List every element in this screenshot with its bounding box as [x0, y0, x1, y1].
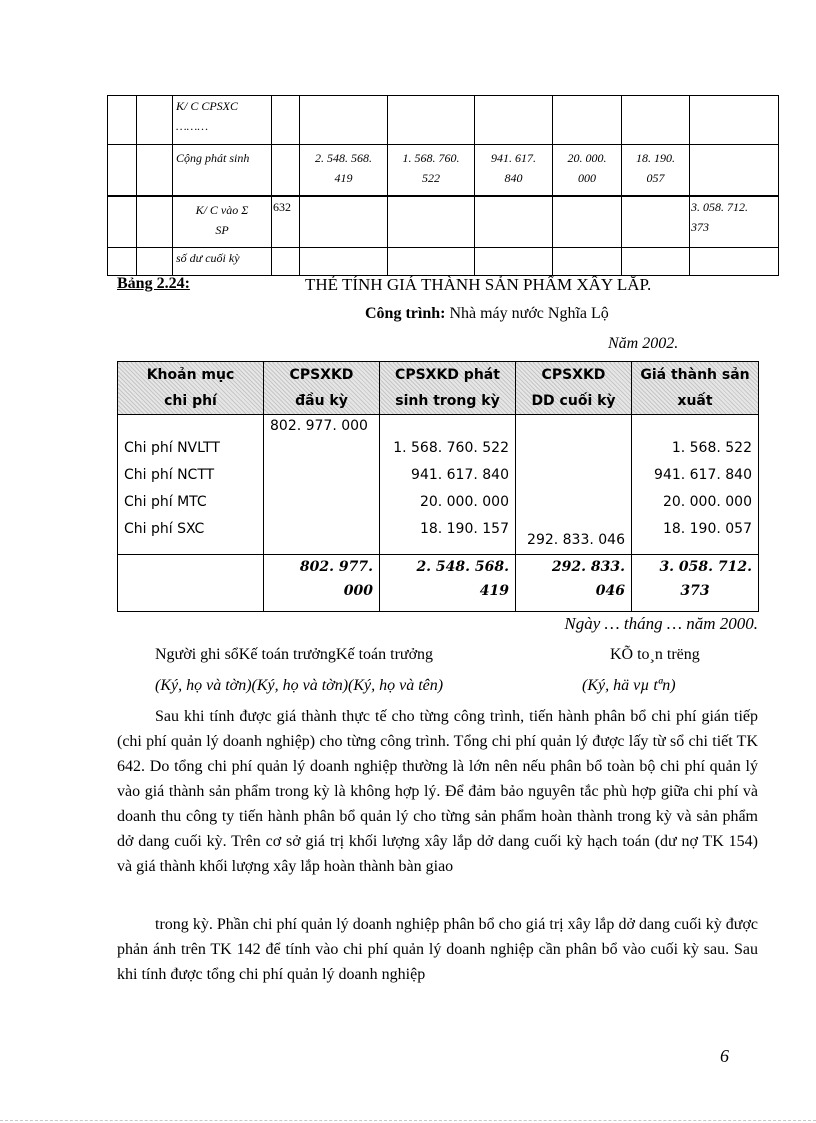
date-line: Ngày … tháng … năm 2000. — [564, 614, 758, 633]
ledger-cell — [475, 248, 553, 276]
ledger-cell — [690, 145, 779, 197]
total-closing-wip: 292. 833. 046 — [516, 555, 632, 612]
header-cost-item: Khoản mục chi phí — [118, 362, 264, 415]
signature-title-right: KÕ to¸n trëng — [610, 646, 700, 663]
ledger-value-part: 373 — [691, 220, 709, 234]
ledger-cell — [622, 96, 690, 145]
cost-item-name: Chi phí NVLTT — [124, 440, 220, 456]
ledger-cell — [272, 145, 300, 197]
ledger-cell — [553, 196, 622, 248]
ledger-value: 1. 568. 760. 522 — [388, 145, 475, 197]
paragraph-text: trong kỳ. Phần chi phí quản lý doanh nghiệp phân bổ cho giá trị xây lắp dở dang cuối kỳ được phản ánh trên TK 142 để tính vào chi phí quản lý doanh nghiệp cần phân bổ vào cuối kỳ sau. Sau khi tính được tổng chi phí quản lý doanh nghiệp — [117, 916, 758, 983]
paragraph — [117, 704, 758, 879]
incurred-value: 18. 190. 157 — [419, 521, 509, 537]
header-incurred: CPSXKD phát sinh trong kỳ — [380, 362, 516, 415]
header-closing-wip: CPSXKD DD cuối kỳ — [516, 362, 632, 415]
product-cost-value: 1. 568. 522 — [671, 440, 752, 456]
footer-divider — [0, 1120, 816, 1121]
ledger-value — [690, 196, 779, 248]
ledger-cell — [300, 248, 388, 276]
total-label-cell — [118, 555, 264, 612]
signature-note-right: (Ký, hä vµ tªn) — [582, 677, 676, 694]
cost-item-name: Chi phí MTC — [124, 494, 207, 510]
ledger-value: 941. 617. 840 — [475, 145, 553, 197]
ledger-cell — [388, 248, 475, 276]
page-number: 6 — [720, 1046, 729, 1066]
ledger-row-kc-cpsxc — [108, 96, 779, 145]
ledger-row-cong-phat-sinh — [108, 145, 779, 197]
cost-header-row — [118, 362, 759, 415]
table-label: Bảng 2.24: — [117, 275, 190, 292]
signature-notes: (Ký, họ và tờn)(Ký, họ và tờn)(Ký, họ và tên) — [155, 677, 444, 694]
closing-wip-cell — [516, 415, 632, 555]
cost-table — [117, 361, 759, 612]
opening-cell — [264, 415, 380, 555]
ledger-row-kc-vao-sp — [108, 196, 779, 248]
incurred-cell — [380, 415, 516, 555]
ledger-cell — [272, 96, 300, 145]
cost-total-row — [118, 555, 759, 612]
ledger-cell — [108, 96, 137, 145]
ledger-cell — [690, 96, 779, 145]
ledger-value: 2. 548. 568. 419 — [300, 145, 388, 197]
ledger-cell — [137, 96, 173, 145]
ledger-row-so-du-cuoi-ky — [108, 248, 779, 276]
ledger-cell — [108, 196, 137, 248]
ledger-label: số dư cuối kỳ — [173, 248, 272, 276]
ledger-cell — [137, 248, 173, 276]
ledger-value-part: 3. 058. 712. — [691, 200, 748, 214]
incurred-value: 941. 617. 840 — [411, 467, 509, 483]
ledger-label: Cộng phát sinh — [173, 145, 272, 197]
ledger-cell — [553, 248, 622, 276]
total-product-cost-part: 3. 058. 712. — [659, 559, 752, 575]
ledger-cell — [475, 196, 553, 248]
total-product-cost-part: 373 — [680, 583, 710, 599]
product-cost-value: 20. 000. 000 — [662, 494, 752, 510]
product-cost-value: 18. 190. 057 — [662, 521, 752, 537]
incurred-value: 1. 568. 760. 522 — [393, 440, 509, 456]
project-name: Nhà máy nước Nghĩa Lộ — [449, 305, 609, 322]
header-product-cost: Giá thành sản xuất — [632, 362, 759, 415]
closing-wip-value: 292. 833. 046 — [527, 532, 625, 548]
year-label: Năm 2002. — [608, 335, 679, 352]
cost-body-row — [118, 415, 759, 555]
ledger-cell — [272, 248, 300, 276]
cost-item-names — [118, 415, 264, 555]
ledger-cell — [137, 196, 173, 248]
paragraph — [117, 912, 758, 987]
paragraph-text: Sau khi tính được giá thành thực tế cho từng công trình, tiến hành phân bổ chi phí gián tiếp (chi phí quản lý doanh nghiệp) cho từng công trình. Tổng chi phí quản lý được lấy từ sổ chi tiết TK 642. Do tổng chi phí quản lý doanh nghiệp thường là lớn nên nếu phân bổ toàn bộ chi phí quản lý vào giá thành sản phẩm trong kỳ là không hợp lý. Để đảm bảo nguyên tắc phù hợp giữa chi phí và doanh thu công ty tiến hành phân bổ quản lý cho từng sản phẩm hoàn thành trong kỳ và sản phẩm dở dang cuối kỳ. Trên cơ sở giá trị khối lượng xây lắp dở dang cuối kỳ hạch toán (dư nợ TK 154) và giá thành khối lượng xây lắp hoàn thành bàn giao — [117, 708, 758, 875]
ledger-cell — [553, 96, 622, 145]
incurred-value: 20. 000. 000 — [419, 494, 509, 510]
project-line — [365, 305, 609, 323]
ledger-cell — [300, 196, 388, 248]
ledger-cell — [690, 248, 779, 276]
cost-item-name: Chi phí NCTT — [124, 467, 215, 483]
signature-titles: Người ghi sổKế toán trưởngKế toán trưởng — [155, 646, 434, 663]
project-label: Công trình: — [365, 305, 446, 322]
ledger-label: K/ C vào Σ SP — [173, 196, 272, 248]
ledger-account: 632 — [272, 196, 300, 248]
ledger-cell — [300, 96, 388, 145]
ledger-cell — [388, 96, 475, 145]
opening-value: 802. 977. 000 — [270, 418, 368, 434]
card-title: THẺ TÍNH GIÁ THÀNH SẢN PHẨM XÂY LẮP. — [305, 275, 652, 294]
ledger-value: 18. 190. 057 — [622, 145, 690, 197]
ledger-value: 20. 000. 000 — [553, 145, 622, 197]
total-incurred: 2. 548. 568. 419 — [380, 555, 516, 612]
ledger-table — [107, 95, 779, 276]
product-cost-value: 941. 617. 840 — [654, 467, 752, 483]
ledger-cell — [137, 145, 173, 197]
ledger-label: K/ C CPSXC ……… — [173, 96, 272, 145]
ledger-cell — [622, 248, 690, 276]
total-opening: 802. 977. 000 — [264, 555, 380, 612]
product-cost-cell — [632, 415, 759, 555]
ledger-cell — [388, 196, 475, 248]
ledger-cell — [108, 145, 137, 197]
ledger-cell — [622, 196, 690, 248]
ledger-cell — [108, 248, 137, 276]
ledger-cell — [475, 96, 553, 145]
header-opening: CPSXKD đầu kỳ — [264, 362, 380, 415]
cost-item-name: Chi phí SXC — [124, 521, 205, 537]
total-product-cost — [632, 555, 759, 612]
